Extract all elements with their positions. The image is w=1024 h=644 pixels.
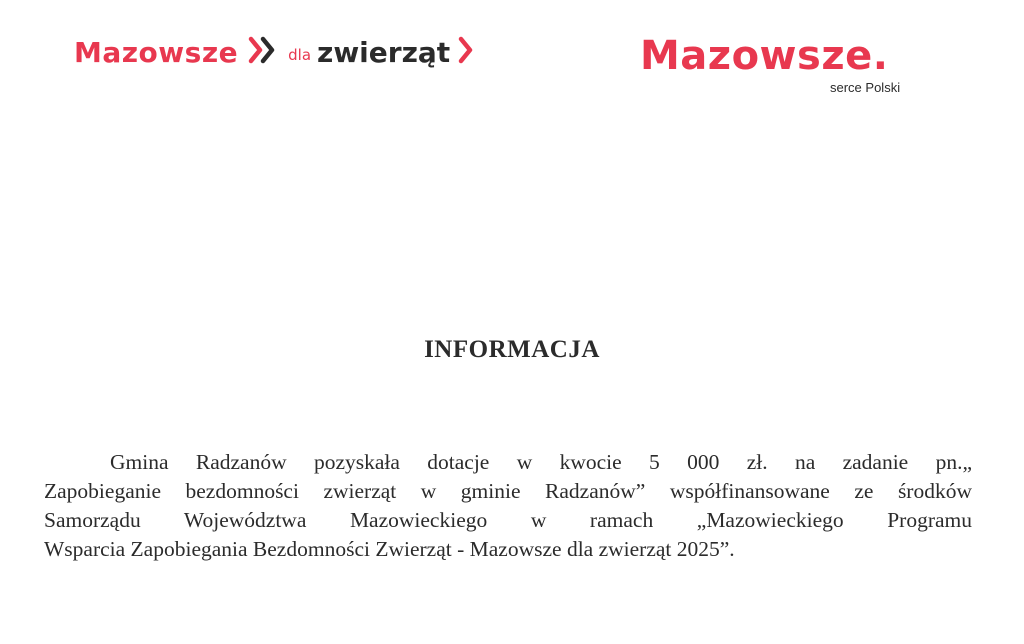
document-title: INFORMACJA [424,336,600,363]
paragraph-line: Wsparcia Zapobiegania Bezdomności Zwierząt - Mazowsze dla zwierząt 2025”. [44,537,735,561]
chevron-right-icon [458,35,474,70]
mazowsze-dla-zwierzat-logo [74,24,594,80]
paragraph-line: Gmina Radzanów pozyskała dotacje w kwocie 5 000 zł. na zadanie pn.„ [110,450,972,474]
paragraph-line: Zapobieganie bezdomności zwierząt w gminie Radzanów” współfinansowane ze środków [44,479,972,503]
logo-left-word: Mazowsze [74,35,239,69]
document-paragraph [44,448,972,564]
logo-tagline: serce Polski [830,80,901,95]
logo-dla-text: dla [288,46,312,64]
paragraph-line: Samorządu Województwa Mazowieckiego w ramach „Mazowieckiego Programu [44,508,972,532]
mazowsze-serce-polski-logo [640,34,940,104]
double-chevron-icon [248,35,278,70]
logo-right-word: Mazowsze. [640,33,889,79]
logo-zwierzat-text: zwierząt [317,35,451,69]
